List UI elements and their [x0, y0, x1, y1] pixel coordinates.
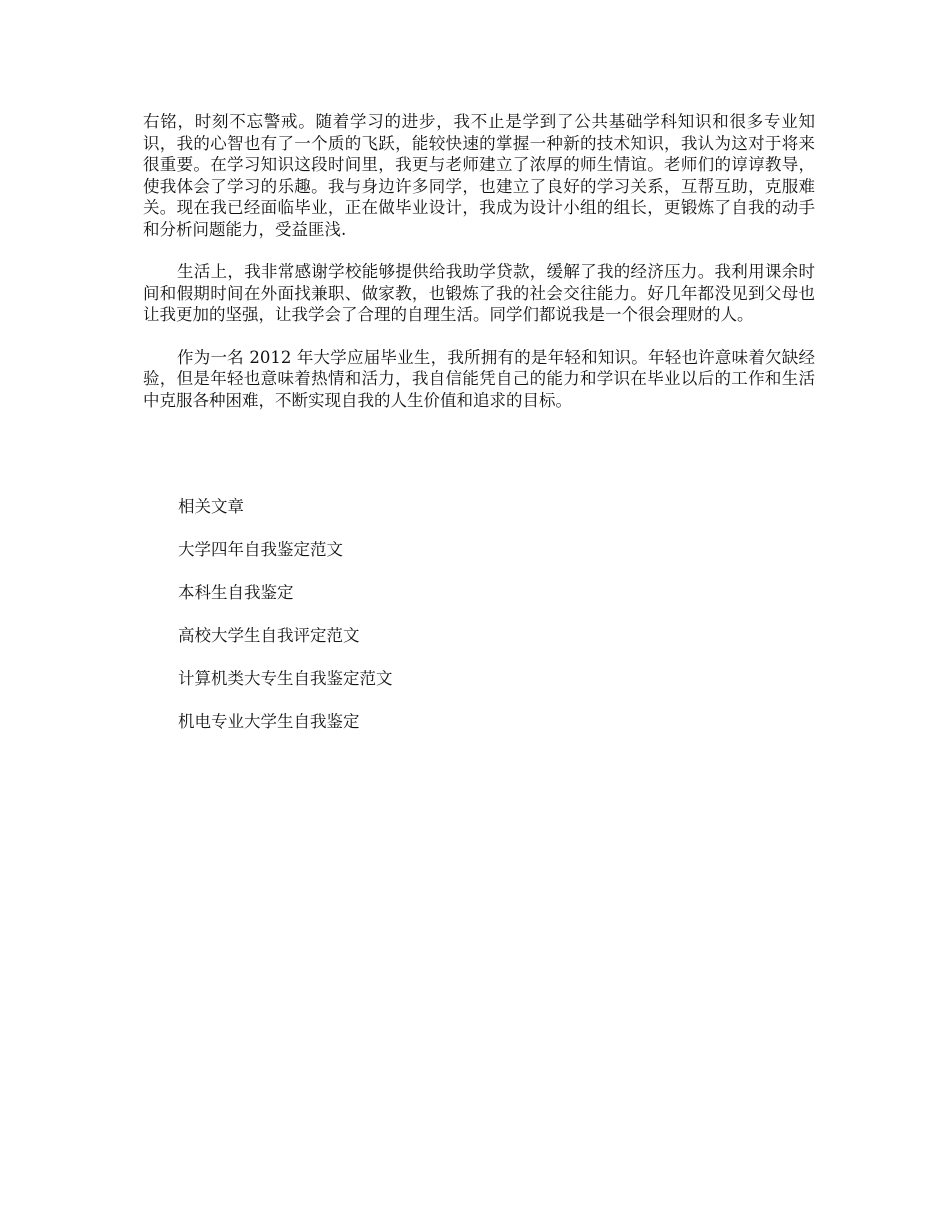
related-article-link[interactable]: 大学四年自我鉴定范文 — [178, 540, 343, 559]
related-articles-title: 相关文章 — [178, 497, 244, 516]
related-article-link[interactable]: 本科生自我鉴定 — [178, 583, 294, 602]
related-article-link[interactable]: 高校大学生自我评定范文 — [178, 626, 360, 645]
related-article-link[interactable]: 机电专业大学生自我鉴定 — [178, 712, 360, 731]
paragraph-life: 生活上，我非常感谢学校能够提供给我助学贷款，缓解了我的经济压力。我利用课余时间和假期时间在外面找兼职、做家教，也锻炼了我的社会交往能力。好几年都没见到父母也让我更加的坚强，让我学会了合理的自理生活。同学们都说我是一个很会理财的人。 — [143, 262, 815, 324]
document-body — [143, 111, 815, 432]
paragraph-summary: 作为一名 2012 年大学应届毕业生，我所拥有的是年轻和知识。年轻也许意味着欠缺经验，但是年轻也意味着热情和活力，我自信能凭自己的能力和学识在毕业以后的工作和生活中克服各种困难，不断实现自我的人生价值和追求的目标。 — [143, 347, 815, 410]
paragraph-study: 右铭，时刻不忘警戒。随着学习的进步，我不止是学到了公共基础学科知识和很多专业知识，我的心智也有了一个质的飞跃，能较快速的掌握一种新的技术知识，我认为这对于将来很重要。在学习知识这段时间里，我更与老师建立了浓厚的师生情谊。老师们的谆谆教导，使我体会了学习的乐趣。我与身边许多同学，也建立了良好的学习关系，互帮互助，克服难关。现在我已经面临毕业，正在做毕业设计，我成为设计小组的组长，更锻炼了自我的动手和分析问题能力，受益匪浅. — [143, 112, 815, 239]
related-articles — [178, 496, 778, 754]
related-article-link[interactable]: 计算机类大专生自我鉴定范文 — [178, 669, 393, 688]
